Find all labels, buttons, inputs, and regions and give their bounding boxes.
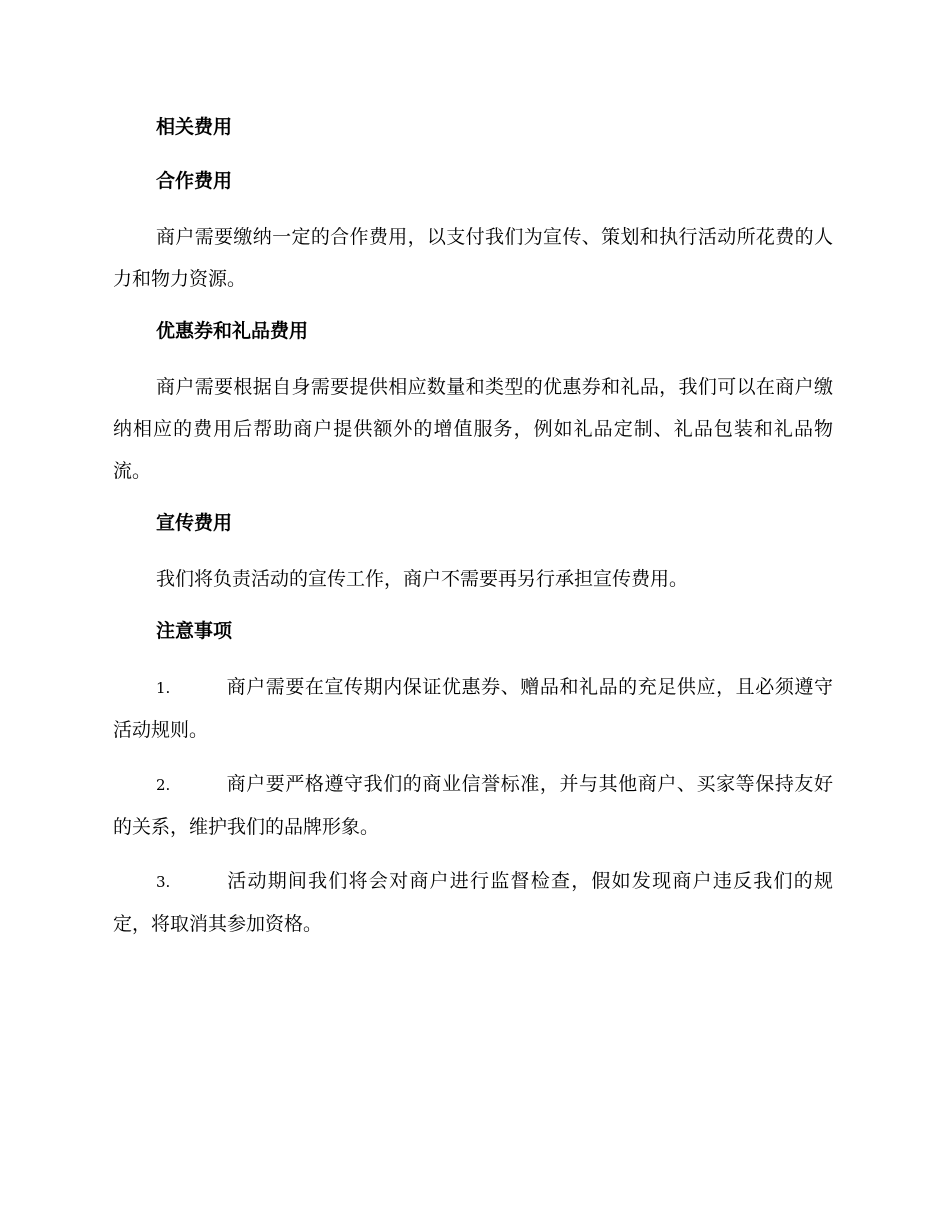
coupon-gift-fee-paragraph: 商户需要根据自身需要提供相应数量和类型的优惠券和礼品，我们可以在商户缴纳相应的费用后帮助商户提供额外的增值服务，例如礼品定制、礼品包装和礼品物流。 [113,376,833,482]
list-item [113,763,833,848]
list-item-number: 1. [156,679,171,697]
list-item-text: 商户要严格遵守我们的商业信誉标准，并与其他商户、买家等保持友好的关系，维护我们的品牌形象。 [113,773,833,838]
document-body [113,108,833,957]
list-item-number: 3. [156,873,171,891]
section-title: 相关费用 [156,116,233,138]
notes-heading: 注意事项 [156,620,233,642]
cooperation-fee-heading: 合作费用 [156,170,233,192]
list-item-text: 商户需要在宣传期内保证优惠券、赠品和礼品的充足供应，且必须遵守活动规则。 [113,676,833,741]
coupon-gift-fee-heading: 优惠券和礼品费用 [156,320,309,342]
list-item [113,860,833,945]
list-item [113,666,833,751]
cooperation-fee-paragraph: 商户需要缴纳一定的合作费用，以支付我们为宣传、策划和执行活动所花费的人力和物力资源。 [113,226,833,290]
promotion-fee-heading: 宣传费用 [156,512,233,534]
list-item-text: 活动期间我们将会对商户进行监督检查，假如发现商户违反我们的规定，将取消其参加资格。 [113,870,833,935]
promotion-fee-paragraph: 我们将负责活动的宣传工作，商户不需要再另行承担宣传费用。 [156,568,689,590]
list-item-number: 2. [156,776,171,794]
